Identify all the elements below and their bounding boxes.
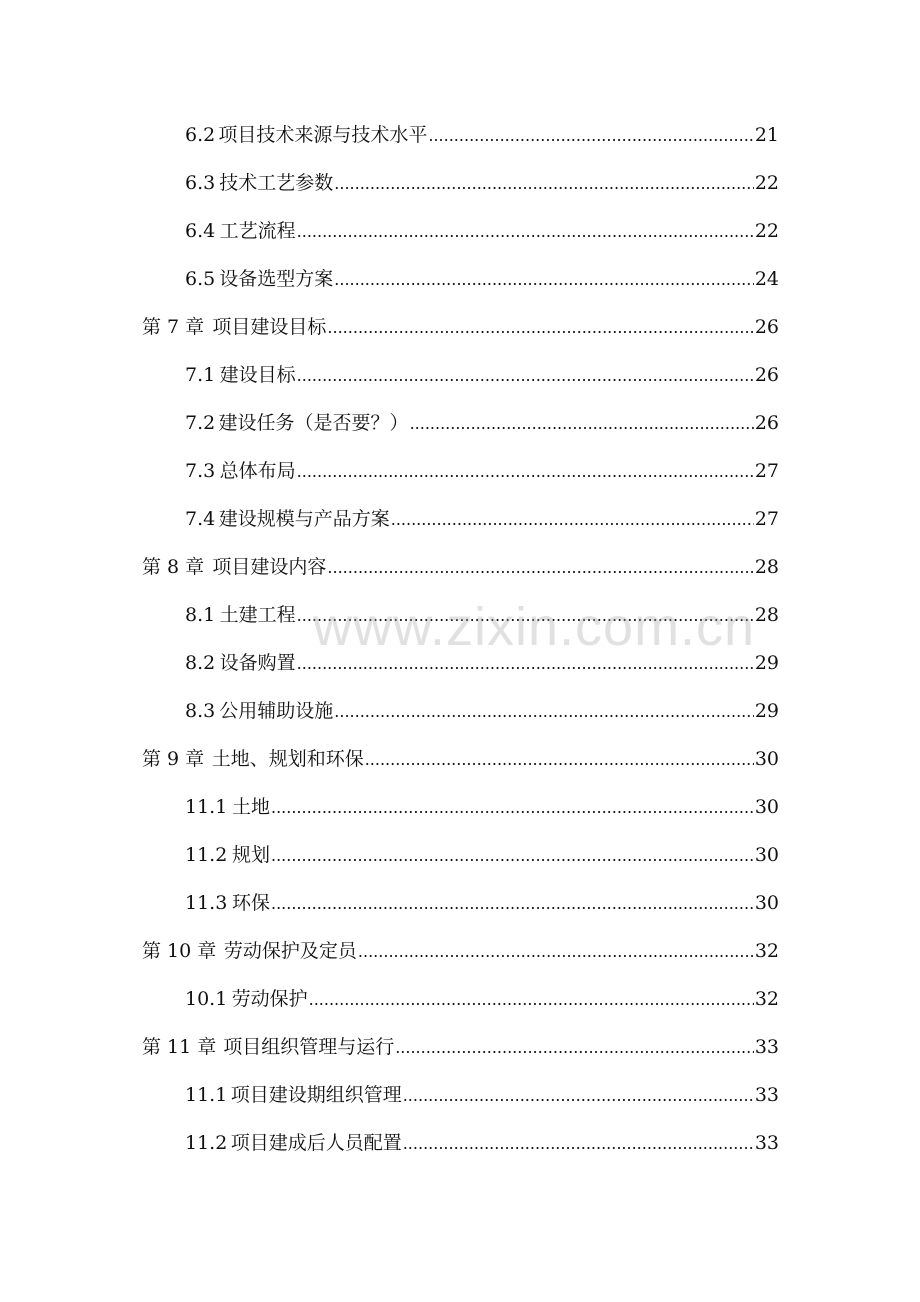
toc-entry-number: 第 11 章 bbox=[142, 1036, 217, 1058]
toc-entry-title: 工艺流程 bbox=[219, 220, 296, 242]
toc-page-number: 28 bbox=[754, 604, 779, 626]
toc-entry-title: 建设目标 bbox=[219, 364, 296, 386]
toc-dot-leader bbox=[403, 1072, 754, 1120]
toc-entry-number: 7.4 bbox=[185, 508, 216, 530]
toc-entry-number: 8.3 bbox=[185, 700, 216, 722]
toc-entry-title: 劳动保护及定员 bbox=[223, 940, 357, 962]
toc-page-number: 26 bbox=[754, 412, 779, 434]
toc-entry-title: 技术工艺参数 bbox=[219, 172, 334, 194]
toc-section-entry[interactable] bbox=[0, 639, 920, 687]
toc-page-number: 30 bbox=[754, 892, 779, 914]
toc-entry-number: 7.3 bbox=[185, 460, 216, 482]
toc-entry-number: 11.2 bbox=[185, 844, 228, 866]
toc-dot-leader bbox=[297, 592, 754, 640]
toc-entry-number: 11.2 bbox=[185, 1132, 228, 1154]
toc-chapter-entry[interactable] bbox=[0, 543, 920, 591]
toc-entry-title: 设备选型方案 bbox=[219, 268, 334, 290]
toc-dot-leader bbox=[297, 352, 754, 400]
toc-page-number: 24 bbox=[754, 268, 779, 290]
toc-dot-leader bbox=[271, 784, 754, 832]
toc-page-number: 33 bbox=[754, 1132, 779, 1154]
toc-entry-number: 11.1 bbox=[185, 796, 228, 818]
toc-section-entry[interactable] bbox=[0, 207, 920, 255]
toc-entry-number: 6.4 bbox=[185, 220, 216, 242]
toc-section-entry[interactable] bbox=[0, 159, 920, 207]
toc-entry-title: 项目建设目标 bbox=[212, 316, 327, 338]
toc-section-entry[interactable] bbox=[0, 783, 920, 831]
toc-dot-leader bbox=[271, 880, 754, 928]
toc-page-number: 22 bbox=[754, 172, 779, 194]
toc-entry-number: 6.3 bbox=[185, 172, 216, 194]
toc-entry-number: 11.3 bbox=[185, 892, 228, 914]
toc-dot-leader bbox=[309, 976, 754, 1024]
toc-section-entry[interactable] bbox=[0, 687, 920, 735]
toc-chapter-entry[interactable] bbox=[0, 1023, 920, 1071]
toc-section-entry[interactable] bbox=[0, 831, 920, 879]
toc-entry-title: 建设任务（是否要？） bbox=[218, 412, 409, 434]
toc-dot-leader bbox=[327, 304, 753, 352]
toc-entry-title: 环保 bbox=[231, 892, 270, 914]
toc-entry-title: 项目建成后人员配置 bbox=[230, 1132, 402, 1154]
toc-entry-title: 公用辅助设施 bbox=[219, 700, 334, 722]
toc-entry-number: 第 10 章 bbox=[142, 940, 217, 962]
toc-entry-number: 7.2 bbox=[185, 412, 216, 434]
toc-entry-title: 总体布局 bbox=[219, 460, 296, 482]
toc-dot-leader bbox=[334, 688, 754, 736]
toc-chapter-entry[interactable] bbox=[0, 927, 920, 975]
toc-section-entry[interactable] bbox=[0, 591, 920, 639]
toc-page-number: 30 bbox=[754, 748, 779, 770]
toc-entry-title: 土建工程 bbox=[219, 604, 296, 626]
toc-dot-leader bbox=[395, 1024, 754, 1072]
toc-entry-number: 8.2 bbox=[185, 652, 216, 674]
toc-chapter-entry[interactable] bbox=[0, 735, 920, 783]
toc-entry-number: 第 9 章 bbox=[142, 748, 205, 770]
toc-dot-leader bbox=[358, 928, 754, 976]
toc-entry-title: 劳动保护 bbox=[231, 988, 308, 1010]
table-of-contents bbox=[0, 111, 920, 1167]
toc-dot-leader bbox=[365, 736, 754, 784]
toc-page-number: 32 bbox=[754, 940, 779, 962]
toc-section-entry[interactable] bbox=[0, 1119, 920, 1167]
toc-entry-title: 规划 bbox=[231, 844, 270, 866]
toc-page-number: 33 bbox=[754, 1084, 779, 1106]
toc-entry-title: 建设规模与产品方案 bbox=[218, 508, 390, 530]
toc-section-entry[interactable] bbox=[0, 1071, 920, 1119]
toc-page-number: 27 bbox=[754, 460, 779, 482]
toc-section-entry[interactable] bbox=[0, 975, 920, 1023]
toc-entry-number: 7.1 bbox=[185, 364, 216, 386]
toc-dot-leader bbox=[297, 208, 754, 256]
toc-page-number: 30 bbox=[754, 844, 779, 866]
toc-page-number: 28 bbox=[754, 556, 779, 578]
toc-entry-title: 土地、规划和环保 bbox=[211, 748, 364, 770]
toc-dot-leader bbox=[327, 544, 753, 592]
watermark: www.zixin.com.cn bbox=[313, 597, 756, 657]
toc-entry-title: 土地 bbox=[231, 796, 270, 818]
toc-dot-leader bbox=[271, 832, 754, 880]
toc-section-entry[interactable] bbox=[0, 399, 920, 447]
toc-entry-number: 10.1 bbox=[185, 988, 228, 1010]
toc-page-number: 30 bbox=[754, 796, 779, 818]
toc-page-number: 21 bbox=[754, 124, 779, 146]
toc-page-number: 22 bbox=[754, 220, 779, 242]
toc-dot-leader bbox=[297, 448, 754, 496]
toc-entry-number: 8.1 bbox=[185, 604, 216, 626]
toc-section-entry[interactable] bbox=[0, 879, 920, 927]
toc-entry-number: 11.1 bbox=[185, 1084, 228, 1106]
toc-dot-leader bbox=[403, 1120, 754, 1168]
toc-dot-leader bbox=[410, 400, 754, 448]
toc-dot-leader bbox=[297, 640, 754, 688]
toc-dot-leader bbox=[428, 112, 753, 160]
toc-entry-title: 设备购置 bbox=[219, 652, 296, 674]
toc-entry-title: 项目组织管理与运行 bbox=[223, 1036, 395, 1058]
toc-page-number: 32 bbox=[754, 988, 779, 1010]
toc-section-entry[interactable] bbox=[0, 351, 920, 399]
toc-page-number: 26 bbox=[754, 364, 779, 386]
toc-entry-title: 项目建设期组织管理 bbox=[230, 1084, 402, 1106]
toc-entry-number: 6.2 bbox=[185, 124, 216, 146]
toc-entry-number: 6.5 bbox=[185, 268, 216, 290]
toc-section-entry[interactable] bbox=[0, 495, 920, 543]
toc-chapter-entry[interactable] bbox=[0, 303, 920, 351]
toc-entry-title: 项目技术来源与技术水平 bbox=[218, 124, 428, 146]
toc-page-number: 29 bbox=[754, 652, 779, 674]
toc-entry-number: 第 8 章 bbox=[142, 556, 205, 578]
toc-entry-number: 第 7 章 bbox=[142, 316, 205, 338]
toc-dot-leader bbox=[334, 160, 754, 208]
toc-dot-leader bbox=[391, 496, 754, 544]
toc-section-entry[interactable] bbox=[0, 255, 920, 303]
toc-page-number: 33 bbox=[754, 1036, 779, 1058]
toc-dot-leader bbox=[334, 256, 754, 304]
toc-section-entry[interactable] bbox=[0, 447, 920, 495]
toc-page-number: 29 bbox=[754, 700, 779, 722]
toc-page-number: 26 bbox=[754, 316, 779, 338]
toc-section-entry[interactable] bbox=[0, 111, 920, 159]
toc-entry-title: 项目建设内容 bbox=[212, 556, 327, 578]
toc-page-number: 27 bbox=[754, 508, 779, 530]
